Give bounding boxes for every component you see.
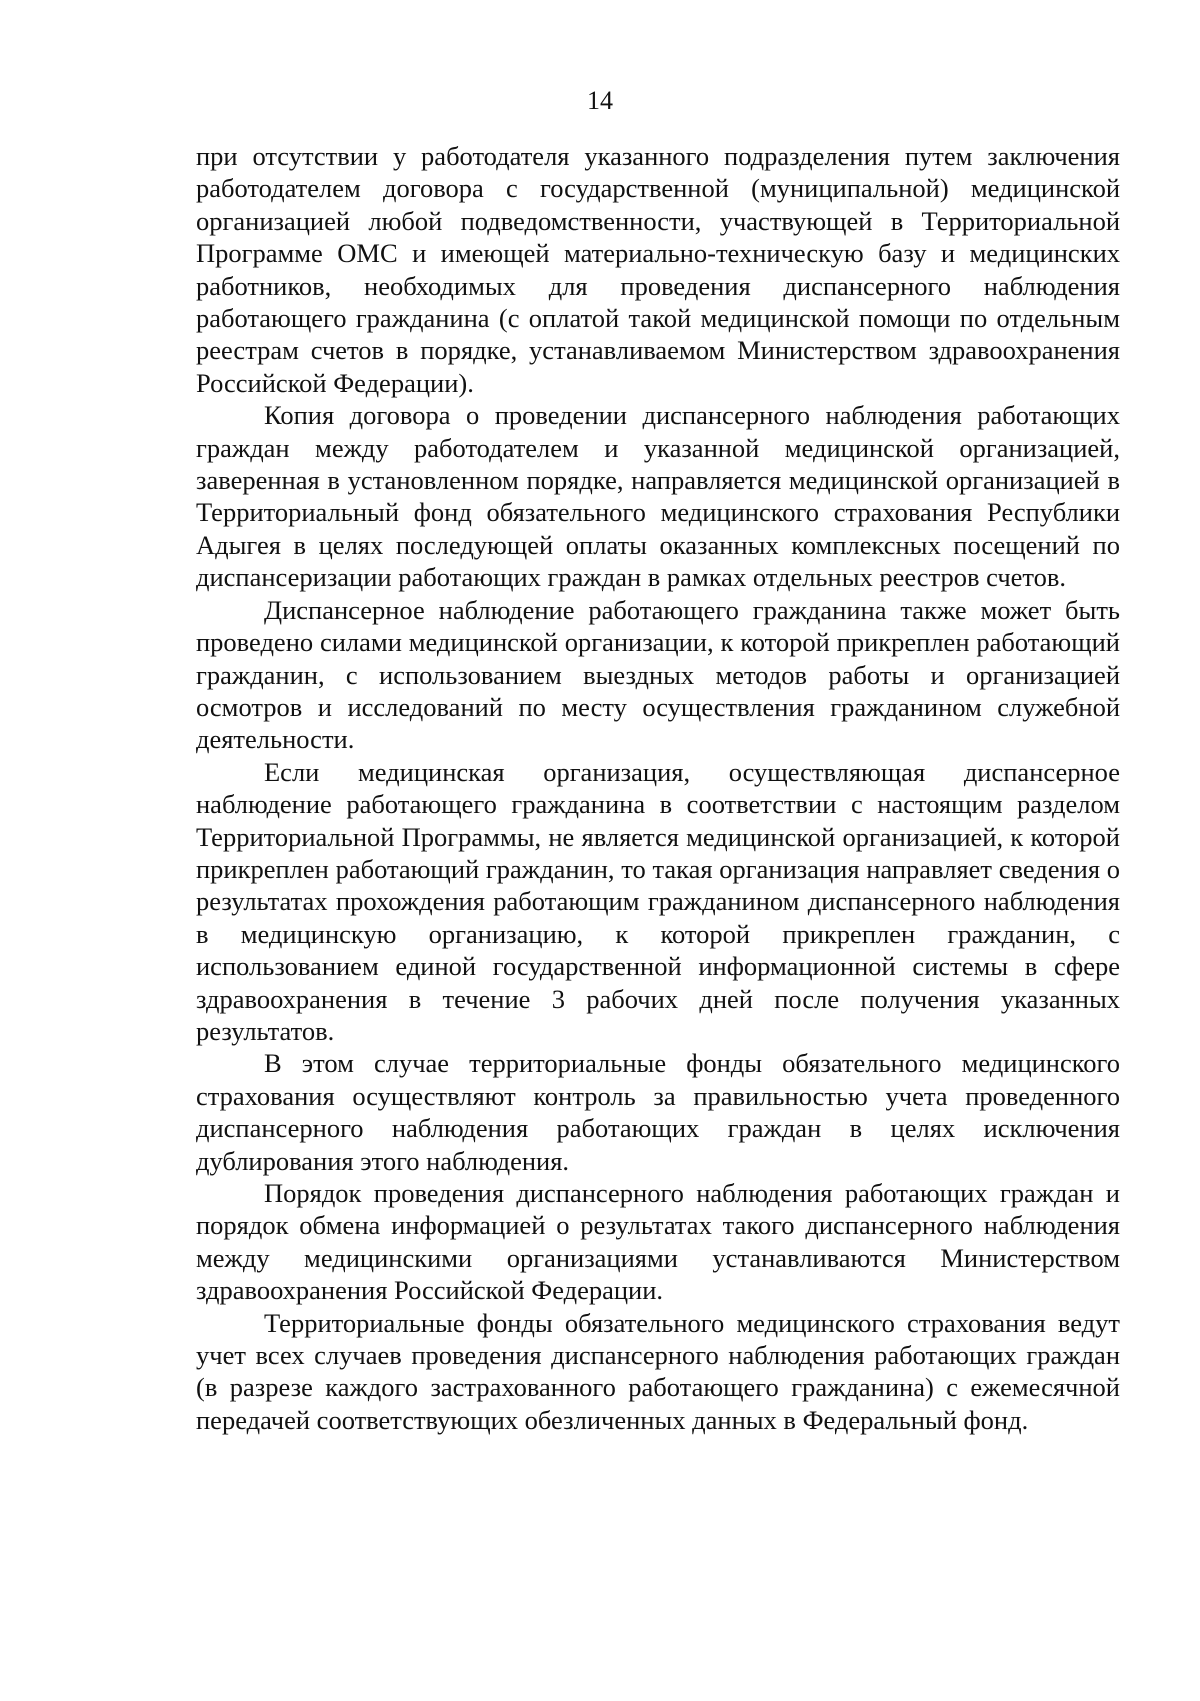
paragraph-procedure: Порядок проведения диспансерного наблюдения работающих граждан и порядок обмена информацией о результатах такого диспансерного наблюдения между медицинскими организациями устанавливаются Министерством здравоохранения Российской Федерации. <box>196 1178 1120 1306</box>
paragraph-continuation: при отсутствии у работодателя указанного подразделения путем заключения работодателем договора с государственной (муниципальной) медицинской организацией любой подведомственности, участвующей в Территориальной Программе ОМС и имеющей материально-техническую базу и медицинских работников, необходимых для проведения диспансерного наблюдения работающего гражданина (с оплатой такой медицинской помощи по отдельным реестрам счетов в порядке, устанавливаемом Министерством здравоохранения Российской Федерации). <box>196 141 1120 398</box>
paragraph-fund-control: В этом случае территориальные фонды обязательного медицинского страхования осуществляют контроль за правильностью учета проведенного диспансерного наблюдения работающих граждан в целях исключения дублирования этого наблюдения. <box>196 1048 1120 1176</box>
paragraph-accounting: Территориальные фонды обязательного медицинского страхования ведут учет всех случаев проведения диспансерного наблюдения работающих граждан (в разрезе каждого застрахованного работающего гражданина) с ежемесячной передачей соответствующих обезличенных данных в Федеральный фонд. <box>196 1307 1120 1435</box>
page-number: 14 <box>587 86 613 115</box>
paragraph-contract-copy: Копия договора о проведении диспансерного наблюдения работающих граждан между работодателем и указанной медицинской организацией, заверенная в установленном порядке, направляется медицинской организацией в Территориальный фонд обязательного медицинского страхования Республики Адыгея в целях последующей оплаты оказанных комплексных посещений по диспансеризации работающих граждан в рамках отдельных реестров счетов. <box>196 400 1120 593</box>
paragraph-on-site-observation: Диспансерное наблюдение работающего гражданина также может быть проведено силами медицинской организации, к которой прикреплен работающий гражданин, с использованием выездных методов работы и организацией осмотров и исследований по месту осуществления гражданином служебной деятельности. <box>196 594 1120 755</box>
paragraph-results-transfer: Если медицинская организация, осуществляющая диспансерное наблюдение работающего гражданина в соответствии с настоящим разделом Территориальной Программы, не является медицинской организацией, к которой прикреплен работающий гражданин, то такая организация направляет сведения о результатах прохождения работающим гражданином диспансерного наблюдения в медицинскую организацию, к которой прикреплен гражданин, с использованием единой государственной информационной системы в сфере здравоохранения в течение 3 рабочих дней после получения указанных результатов. <box>196 756 1120 1046</box>
document-body <box>196 140 1120 1436</box>
